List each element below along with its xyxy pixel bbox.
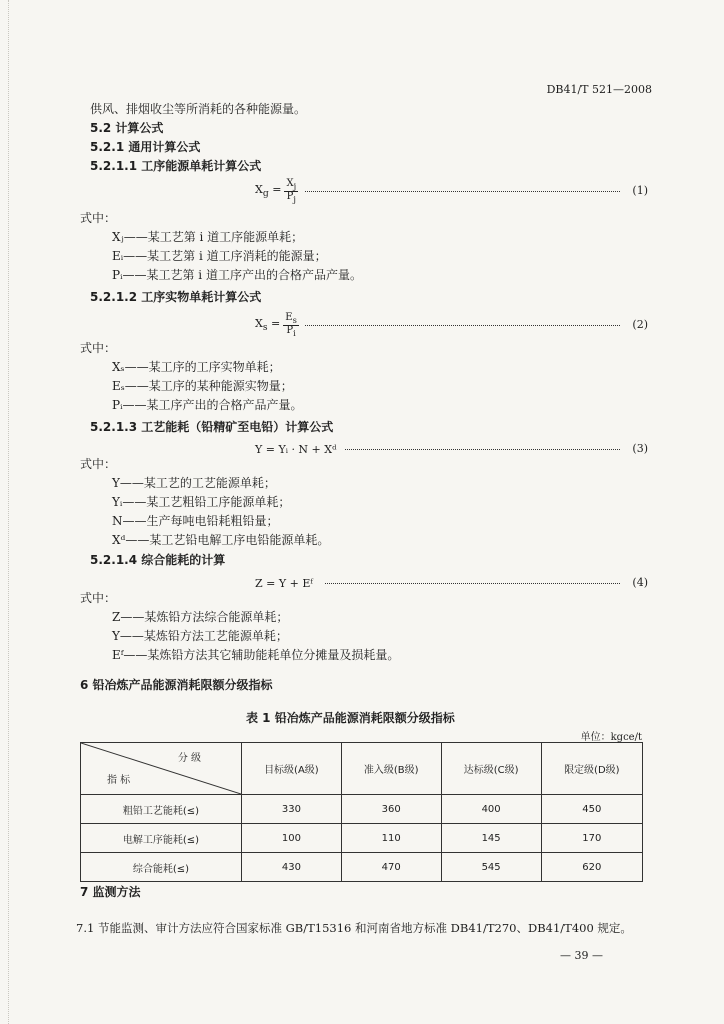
def-2-2: Eₛ——某工序的某种能源实物量； xyxy=(112,379,293,393)
table-row xyxy=(81,795,643,824)
section-5-2-1-1-title: 5.2.1.1 工序能源单耗计算公式 xyxy=(90,159,262,173)
def-1-3: Pᵢ——某工艺第 i 道工序产出的合格产品产量。 xyxy=(112,268,362,282)
where-2: 式中： xyxy=(80,341,117,355)
where-1: 式中： xyxy=(80,211,117,225)
def-3-4: Xᵈ——某工艺铅电解工序电铅能源单耗。 xyxy=(112,533,330,547)
formula-3-leader xyxy=(345,449,620,450)
corner-label-grade: 分 级 xyxy=(177,753,201,764)
table-cell: 470 xyxy=(341,853,441,882)
formula-2-number: (2) xyxy=(632,318,648,331)
formula-2-lhs: $X_s$ = xyxy=(255,316,281,334)
formula-3-number: (3) xyxy=(632,442,648,455)
def-4-2: Y——某炼铅方法工艺能源单耗； xyxy=(112,629,288,643)
def-4-1: Z——某炼铅方法综合能源单耗； xyxy=(112,610,289,624)
table-cell: 545 xyxy=(441,853,541,882)
table-cell: 170 xyxy=(541,824,642,853)
def-1-1: Xⱼ——某工艺第 i 道工序能源单耗； xyxy=(112,230,304,244)
row-label: 综合能耗(≤) xyxy=(81,853,242,882)
formula-3 xyxy=(255,440,648,458)
where-3: 式中： xyxy=(80,457,117,471)
def-4-3: Eᶠ——某炼铅方法其它辅助能耗单位分摊量及损耗量。 xyxy=(112,648,400,662)
formula-4-number: (4) xyxy=(632,576,648,589)
table-cell: 400 xyxy=(441,795,541,824)
formula-2-fraction: $\frac{E_s}{P_i}$ xyxy=(285,311,297,338)
column-header-a: 目标级(A级) xyxy=(242,743,342,795)
formula-4-expression: Z = Y + Eᶠ xyxy=(255,576,313,590)
section-7-1-text: 7.1 节能监测、审计方法应符合国家标准 GB/T15316 和河南省地方标准 DB41/T270、DB41/T400 规定。 xyxy=(76,921,632,935)
section-5-2-1-2-title: 5.2.1.2 工序实物单耗计算公式 xyxy=(90,290,262,304)
section-6-title: 6 铅冶炼产品能源消耗限额分级指标 xyxy=(80,678,273,692)
formula-1 xyxy=(255,177,648,204)
table-corner-cell xyxy=(81,743,242,795)
doc-code: DB41/T 521—2008 xyxy=(546,83,652,96)
table-cell: 145 xyxy=(441,824,541,853)
table-cell: 110 xyxy=(341,824,441,853)
corner-label-indicator: 指 标 xyxy=(107,775,131,786)
formula-3-expression: Y = Yᵢ · N + Xᵈ xyxy=(255,442,337,456)
table-header-row xyxy=(81,743,643,795)
def-2-1: Xₛ——某工序的工序实物单耗； xyxy=(112,360,281,374)
def-3-3: N——生产每吨电铅耗粗铅量； xyxy=(112,514,279,528)
energy-limit-table xyxy=(80,742,643,882)
section-5-2-1-4-title: 5.2.1.4 综合能耗的计算 xyxy=(90,553,226,567)
formula-1-lhs: $X_g$ = xyxy=(255,182,282,200)
row-label: 粗铅工艺能耗(≤) xyxy=(81,795,242,824)
scan-margin-line xyxy=(8,0,9,1024)
formula-1-fraction: $\frac{X_j}{P_j}$ xyxy=(286,177,297,204)
table-cell: 360 xyxy=(341,795,441,824)
def-1-2: Eᵢ——某工艺第 i 道工序消耗的能源量； xyxy=(112,249,327,263)
def-3-2: Yᵢ——某工艺粗铅工序能源单耗； xyxy=(112,495,291,509)
table-cell: 430 xyxy=(242,853,342,882)
table-row xyxy=(81,824,643,853)
page-number: — 39 — xyxy=(560,949,603,962)
formula-2 xyxy=(255,311,648,338)
corner-diagonal xyxy=(81,743,241,794)
column-header-d: 限定级(D级) xyxy=(541,743,642,795)
intro-line: 供风、排烟收尘等所消耗的各种能源量。 xyxy=(90,102,307,116)
formula-1-number: (1) xyxy=(632,184,648,197)
table-cell: 100 xyxy=(242,824,342,853)
row-label: 电解工序能耗(≤) xyxy=(81,824,242,853)
section-7-title: 7 监测方法 xyxy=(80,885,141,899)
table-unit: 单位：kgce/t xyxy=(580,732,642,743)
table-caption: 表 1 铅冶炼产品能源消耗限额分级指标 xyxy=(246,711,455,725)
section-5-2-1-3-title: 5.2.1.3 工艺能耗（铅精矿至电铅）计算公式 xyxy=(90,420,334,434)
where-4: 式中： xyxy=(80,591,117,605)
def-2-3: Pᵢ——某工序产出的合格产品产量。 xyxy=(112,398,303,412)
formula-1-leader xyxy=(305,191,620,192)
table-cell: 330 xyxy=(242,795,342,824)
table-cell: 620 xyxy=(541,853,642,882)
table-row xyxy=(81,853,643,882)
column-header-c: 达标级(C级) xyxy=(441,743,541,795)
def-3-1: Y——某工艺的工艺能源单耗； xyxy=(112,476,276,490)
table-cell: 450 xyxy=(541,795,642,824)
section-5-2-1-title: 5.2.1 通用计算公式 xyxy=(90,140,201,154)
section-5-2-title: 5.2 计算公式 xyxy=(90,121,164,135)
formula-2-leader xyxy=(305,325,620,326)
column-header-b: 准入级(B级) xyxy=(341,743,441,795)
formula-4 xyxy=(255,574,648,592)
formula-4-leader xyxy=(325,583,620,584)
